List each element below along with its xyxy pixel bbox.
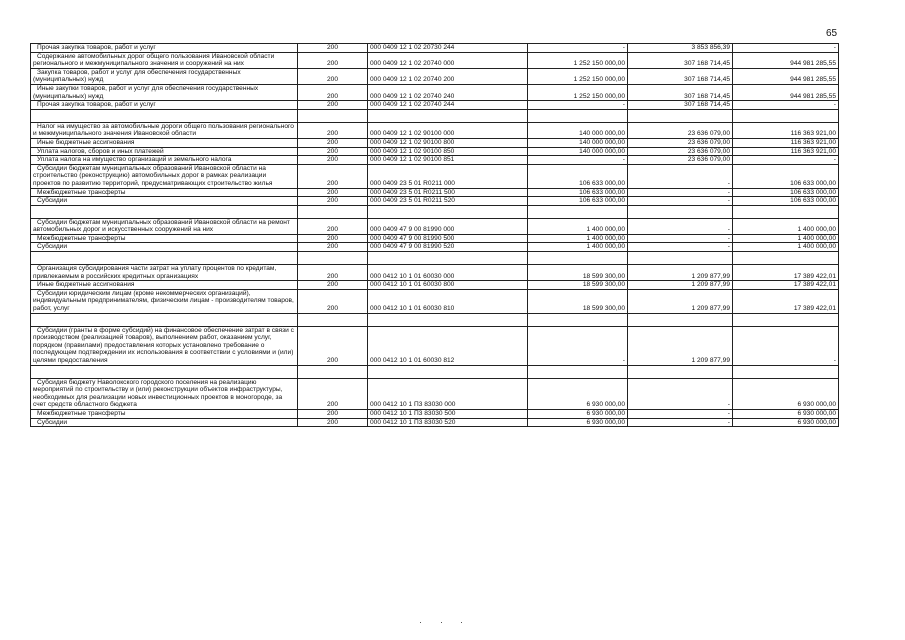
row-name: Уплата налога на имущество организаций и земельного налога (31, 156, 298, 165)
row-approved-amount: 106 633 000,00 (528, 164, 628, 188)
row-remaining-amount: 106 633 000,00 (733, 164, 839, 188)
row-approved-amount: 140 000 000,00 (528, 138, 628, 147)
row-executed-amount: 1 209 877,99 (628, 326, 733, 365)
table-row (31, 234, 839, 243)
table-row (31, 326, 839, 365)
row-approved-amount: 6 930 000,00 (528, 378, 628, 409)
row-budget-code: 000 0409 12 1 02 90100 800 (368, 138, 528, 147)
row-budget-code: 000 0409 12 1 02 90100 851 (368, 156, 528, 165)
table-row (31, 289, 839, 313)
row-remaining-amount: 17 389 422,01 (733, 281, 839, 290)
row-line-code: 200 (298, 138, 368, 147)
spacer-cell (528, 313, 628, 326)
spacer-cell (298, 252, 368, 265)
row-line-code: 200 (298, 281, 368, 290)
row-name: Организация субсидирования части затрат на уплату процентов по кредитам, привлекаемым в российских кредитных организациях (31, 265, 298, 281)
row-budget-code: 000 0412 10 1 01 60030 800 (368, 281, 528, 290)
row-name: Иные закупки товаров, работ и услуг для обеспечения государственных (муниципальных) нужд (31, 84, 298, 100)
spacer-cell (298, 205, 368, 218)
row-remaining-amount: 116 363 921,00 (733, 122, 839, 138)
spacer-cell (298, 109, 368, 122)
row-executed-amount: - (628, 218, 733, 234)
row-executed-amount: 23 636 079,00 (628, 122, 733, 138)
row-remaining-amount: 1 400 000,00 (733, 218, 839, 234)
spacer-cell (628, 205, 733, 218)
row-remaining-amount: - (733, 326, 839, 365)
row-remaining-amount: 6 930 000,00 (733, 409, 839, 418)
row-line-code: 200 (298, 188, 368, 197)
table-row (31, 188, 839, 197)
table-row (31, 122, 839, 138)
row-line-code: 200 (298, 84, 368, 100)
row-executed-amount: - (628, 197, 733, 206)
table-row (31, 52, 839, 68)
scan-speck (441, 622, 442, 623)
table-row (31, 138, 839, 147)
row-approved-amount: 1 252 150 000,00 (528, 52, 628, 68)
row-budget-code: 000 0412 10 1 П3 83030 500 (368, 409, 528, 418)
row-approved-amount: 18 599 300,00 (528, 281, 628, 290)
row-name: Содержание автомобильных дорог общего пользования Ивановской области регионального и межмуниципального значения и сооружений на них (31, 52, 298, 68)
row-line-code: 200 (298, 44, 368, 53)
row-line-code: 200 (298, 52, 368, 68)
row-executed-amount: - (628, 418, 733, 427)
row-remaining-amount: - (733, 156, 839, 165)
row-name: Межбюджетные трансферты (31, 409, 298, 418)
spacer-cell (31, 109, 298, 122)
row-approved-amount: 140 000 000,00 (528, 122, 628, 138)
row-name: Субсидии (31, 197, 298, 206)
row-approved-amount: - (528, 101, 628, 110)
row-budget-code: 000 0412 10 1 П3 83030 520 (368, 418, 528, 427)
table-row (31, 243, 839, 252)
row-name: Уплата налогов, сборов и иных платежей (31, 147, 298, 156)
table-spacer-row (31, 365, 839, 378)
row-remaining-amount: 116 363 921,00 (733, 138, 839, 147)
spacer-cell (368, 313, 528, 326)
row-line-code: 200 (298, 68, 368, 84)
spacer-cell (733, 252, 839, 265)
row-line-code: 200 (298, 147, 368, 156)
row-budget-code: 000 0409 47 9 00 81990 000 (368, 218, 528, 234)
row-approved-amount: 6 930 000,00 (528, 409, 628, 418)
table-row (31, 418, 839, 427)
row-name: Субсидии (31, 418, 298, 427)
spacer-cell (733, 365, 839, 378)
row-executed-amount: 307 168 714,45 (628, 52, 733, 68)
row-executed-amount: 23 636 079,00 (628, 138, 733, 147)
spacer-cell (628, 313, 733, 326)
spacer-cell (628, 365, 733, 378)
row-line-code: 200 (298, 234, 368, 243)
row-remaining-amount: 17 389 422,01 (733, 289, 839, 313)
row-line-code: 200 (298, 378, 368, 409)
row-approved-amount: - (528, 156, 628, 165)
row-remaining-amount: 944 981 285,55 (733, 84, 839, 100)
row-name: Субсидии бюджетам муниципальных образований Ивановской области на строительство (реконструкцию) автомобильных дорог в рамках реализации проектов по развитию территорий, предусматривающих строительство жилья (31, 164, 298, 188)
row-approved-amount: 18 599 300,00 (528, 289, 628, 313)
budget-table (30, 43, 839, 427)
spacer-cell (628, 109, 733, 122)
row-approved-amount: 18 599 300,00 (528, 265, 628, 281)
row-name: Прочая закупка товаров, работ и услуг (31, 44, 298, 53)
row-budget-code: 000 0409 12 1 02 90100 000 (368, 122, 528, 138)
table-row (31, 84, 839, 100)
row-remaining-amount: 106 633 000,00 (733, 188, 839, 197)
row-approved-amount: 1 400 000,00 (528, 234, 628, 243)
row-name: Иные бюджетные ассигнования (31, 281, 298, 290)
row-approved-amount: 1 400 000,00 (528, 218, 628, 234)
row-budget-code: 000 0412 10 1 01 60030 810 (368, 289, 528, 313)
table-row (31, 265, 839, 281)
row-executed-amount: 1 209 877,99 (628, 265, 733, 281)
row-budget-code: 000 0409 12 1 02 20740 240 (368, 84, 528, 100)
row-line-code: 200 (298, 289, 368, 313)
row-budget-code: 000 0409 12 1 02 20740 200 (368, 68, 528, 84)
spacer-cell (298, 313, 368, 326)
row-remaining-amount: 106 633 000,00 (733, 197, 839, 206)
row-approved-amount: - (528, 44, 628, 53)
row-line-code: 200 (298, 164, 368, 188)
row-remaining-amount: 944 981 285,55 (733, 68, 839, 84)
table-row (31, 378, 839, 409)
spacer-cell (298, 365, 368, 378)
table-row (31, 164, 839, 188)
spacer-cell (528, 205, 628, 218)
row-executed-amount: 1 209 877,99 (628, 289, 733, 313)
row-budget-code: 000 0409 23 5 01 R0211 520 (368, 197, 528, 206)
row-line-code: 200 (298, 243, 368, 252)
row-approved-amount: 1 400 000,00 (528, 243, 628, 252)
row-approved-amount: 106 633 000,00 (528, 197, 628, 206)
row-executed-amount: 3 853 856,39 (628, 44, 733, 53)
row-name: Субсидия бюджету Наволокского городского поселения на реализацию мероприятий по строительству и (или) реконструкции объектов инфраструктуры, необходимых для реализации новых инвестиционных проектов в моногороде, за счет средств областного бюджета (31, 378, 298, 409)
row-name: Субсидии юридическим лицам (кроме некоммерческих организаций), индивидуальным предпринимателям, физическим лицам - производителям товаров, работ, услуг (31, 289, 298, 313)
row-line-code: 200 (298, 218, 368, 234)
row-approved-amount: 6 930 000,00 (528, 418, 628, 427)
row-approved-amount: 140 000 000,00 (528, 147, 628, 156)
row-budget-code: 000 0409 12 1 02 20740 244 (368, 101, 528, 110)
row-name: Субсидии бюджетам муниципальных образований Ивановской области на ремонт автомобильных дорог и искусственных сооружений на них (31, 218, 298, 234)
row-name: Субсидии (31, 243, 298, 252)
row-budget-code: 000 0409 23 5 01 R0211 500 (368, 188, 528, 197)
row-line-code: 200 (298, 409, 368, 418)
row-name: Субсидии (гранты в форме субсидий) на финансовое обеспечение затрат в связи с производством (реализацией товаров), выполнением работ, оказанием услуг, порядком (правилами) предоставления которых установлено требование о последующем подтверждении их использования в соответствии с условиями и (или) целями предоставления (31, 326, 298, 365)
row-remaining-amount: - (733, 101, 839, 110)
row-remaining-amount: 116 363 921,00 (733, 147, 839, 156)
table-row (31, 147, 839, 156)
table-row (31, 44, 839, 53)
table-row (31, 197, 839, 206)
row-budget-code: 000 0409 23 5 01 R0211 000 (368, 164, 528, 188)
row-name: Прочая закупка товаров, работ и услуг (31, 101, 298, 110)
table-row (31, 409, 839, 418)
page-number: 65 (826, 28, 838, 39)
spacer-cell (31, 252, 298, 265)
row-line-code: 200 (298, 326, 368, 365)
spacer-cell (733, 109, 839, 122)
row-line-code: 200 (298, 418, 368, 427)
row-executed-amount: - (628, 188, 733, 197)
row-executed-amount: 307 168 714,45 (628, 101, 733, 110)
row-line-code: 200 (298, 101, 368, 110)
row-executed-amount: - (628, 234, 733, 243)
table-row (31, 101, 839, 110)
row-budget-code: 000 0409 12 1 02 90100 850 (368, 147, 528, 156)
spacer-cell (368, 252, 528, 265)
row-executed-amount: 23 636 079,00 (628, 147, 733, 156)
spacer-cell (733, 205, 839, 218)
table-row (31, 281, 839, 290)
table-row (31, 68, 839, 84)
scan-speck (420, 622, 421, 623)
row-name: Закупка товаров, работ и услуг для обеспечения государственных (муниципальных) нужд (31, 68, 298, 84)
scan-speck (461, 622, 462, 623)
row-executed-amount: - (628, 243, 733, 252)
row-remaining-amount: 6 930 000,00 (733, 378, 839, 409)
spacer-cell (528, 252, 628, 265)
spacer-cell (368, 109, 528, 122)
spacer-cell (733, 313, 839, 326)
row-remaining-amount: 17 389 422,01 (733, 265, 839, 281)
row-budget-code: 000 0412 10 1 П3 83030 000 (368, 378, 528, 409)
row-executed-amount: - (628, 409, 733, 418)
table-spacer-row (31, 205, 839, 218)
row-budget-code: 000 0412 10 1 01 60030 812 (368, 326, 528, 365)
row-remaining-amount: 1 400 000,00 (733, 234, 839, 243)
row-executed-amount: - (628, 378, 733, 409)
row-remaining-amount: 1 400 000,00 (733, 243, 839, 252)
row-approved-amount: 1 252 150 000,00 (528, 84, 628, 100)
row-budget-code: 000 0409 47 9 00 81990 500 (368, 234, 528, 243)
table-spacer-row (31, 252, 839, 265)
row-line-code: 200 (298, 156, 368, 165)
row-line-code: 200 (298, 122, 368, 138)
row-executed-amount: 307 168 714,45 (628, 84, 733, 100)
table-spacer-row (31, 109, 839, 122)
spacer-cell (528, 365, 628, 378)
spacer-cell (368, 365, 528, 378)
row-budget-code: 000 0409 47 9 00 81990 520 (368, 243, 528, 252)
row-executed-amount: 1 209 877,99 (628, 281, 733, 290)
row-name: Межбюджетные трансферты (31, 234, 298, 243)
row-executed-amount: - (628, 164, 733, 188)
row-executed-amount: 23 636 079,00 (628, 156, 733, 165)
table-row (31, 218, 839, 234)
table-row (31, 156, 839, 165)
spacer-cell (31, 365, 298, 378)
row-budget-code: 000 0409 12 1 02 20730 244 (368, 44, 528, 53)
row-executed-amount: 307 168 714,45 (628, 68, 733, 84)
row-budget-code: 000 0412 10 1 01 60030 000 (368, 265, 528, 281)
row-remaining-amount: - (733, 44, 839, 53)
row-approved-amount: 1 252 150 000,00 (528, 68, 628, 84)
spacer-cell (528, 109, 628, 122)
spacer-cell (628, 252, 733, 265)
row-approved-amount: - (528, 326, 628, 365)
spacer-cell (368, 205, 528, 218)
row-line-code: 200 (298, 197, 368, 206)
spacer-cell (31, 205, 298, 218)
row-approved-amount: 106 633 000,00 (528, 188, 628, 197)
row-line-code: 200 (298, 265, 368, 281)
row-budget-code: 000 0409 12 1 02 20740 000 (368, 52, 528, 68)
row-remaining-amount: 6 930 000,00 (733, 418, 839, 427)
row-name: Межбюджетные трансферты (31, 188, 298, 197)
row-name: Иные бюджетные ассигнования (31, 138, 298, 147)
table-spacer-row (31, 313, 839, 326)
row-name: Налог на имущество за автомобильные дороги общего пользования регионального и межмуниципального значения Ивановской области (31, 122, 298, 138)
row-remaining-amount: 944 981 285,55 (733, 52, 839, 68)
spacer-cell (31, 313, 298, 326)
